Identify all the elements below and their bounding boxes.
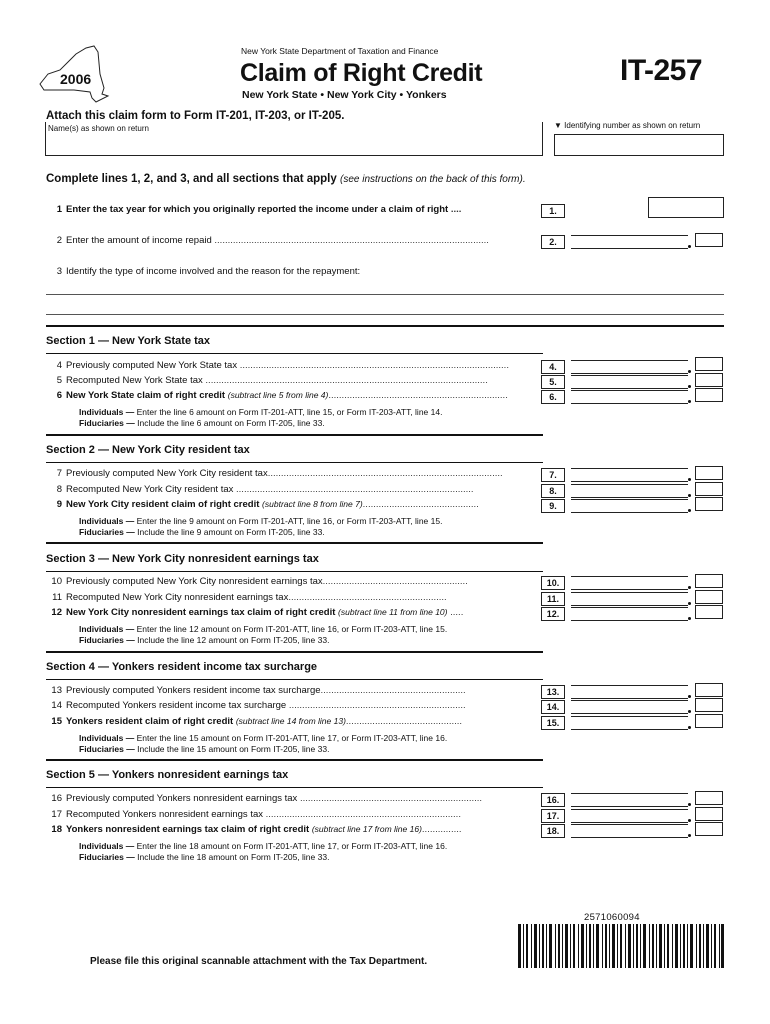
line-18-cents-input[interactable] bbox=[695, 822, 723, 836]
decimal-point bbox=[688, 617, 691, 620]
line-9-number-box: 9. bbox=[541, 499, 565, 513]
line-18-amount-input[interactable] bbox=[571, 824, 688, 838]
id-number-label: ▼ Identifying number as shown on return bbox=[554, 121, 701, 130]
decimal-point bbox=[688, 478, 691, 481]
line-14-cents-input[interactable] bbox=[695, 698, 723, 712]
line-6-cents-input[interactable] bbox=[695, 388, 723, 402]
tax-year: 2006 bbox=[60, 71, 92, 87]
name-label: Name(s) as shown on return bbox=[48, 124, 149, 133]
line-7-cents-input[interactable] bbox=[695, 466, 723, 480]
form-number: IT-257 bbox=[620, 54, 703, 87]
decimal-point bbox=[688, 834, 691, 837]
footer-note: Please file this original scannable attachment with the Tax Department. bbox=[90, 956, 428, 967]
line-11-amount-input[interactable] bbox=[571, 592, 688, 606]
line-4-cents-input[interactable] bbox=[695, 357, 723, 371]
divider bbox=[46, 787, 543, 788]
instructions-main: Complete lines 1, 2, and 3, and all sections that apply bbox=[46, 173, 337, 185]
divider bbox=[46, 434, 543, 436]
section-1-note: Individuals — Enter the line 6 amount on Form IT-201-ATT, line 15, or Form IT-203-ATT, line 14. Fiduciaries — Include the line 6 amount on Form IT-205, line 33. bbox=[79, 407, 443, 428]
form-title: Claim of Right Credit bbox=[240, 59, 483, 87]
section-2-note: Individuals — Enter the line 9 amount on Form IT-201-ATT, line 16, or Form IT-203-ATT, line 15. Fiduciaries — Include the line 9 amount on Form IT-205, line 33. bbox=[79, 516, 443, 537]
line-18: 18 Yonkers nonresident earnings tax claim of right credit (subtract line 17 from line 16)............... bbox=[51, 824, 462, 835]
decimal-point bbox=[688, 370, 691, 373]
line-14: 14 Recomputed Yonkers resident income tax surcharge ................................................................... bbox=[51, 700, 466, 711]
line-15-number-box: 15. bbox=[541, 716, 565, 730]
decimal-point bbox=[688, 509, 691, 512]
line-3-answer-line-2[interactable] bbox=[46, 314, 724, 315]
department-name: New York State Department of Taxation and Finance bbox=[241, 46, 439, 56]
line-18-number-box: 18. bbox=[541, 824, 565, 838]
line-2-number-box: 2. bbox=[541, 235, 565, 249]
line-3: 3 Identify the type of income involved and the reason for the repayment: bbox=[56, 266, 361, 277]
barcode-number: 2571060094 bbox=[584, 912, 640, 923]
line-4: 4 Previously computed New York State tax ...................................................................................................... bbox=[56, 360, 509, 371]
divider bbox=[46, 462, 543, 463]
line-9-amount-input[interactable] bbox=[571, 499, 688, 513]
line-1: 1 Enter the tax year for which you originally reported the income under a claim of right .... bbox=[56, 204, 462, 215]
line-5: 5 Recomputed New York State tax ........................................................................................................... bbox=[56, 375, 488, 386]
line-17-number-box: 17. bbox=[541, 809, 565, 823]
divider bbox=[46, 651, 543, 653]
section-2-title: Section 2 — New York City resident tax bbox=[46, 444, 250, 456]
line-8-cents-input[interactable] bbox=[695, 482, 723, 496]
line-8: 8 Recomputed New York City resident tax .......................................................................................... bbox=[56, 484, 474, 495]
line-5-cents-input[interactable] bbox=[695, 373, 723, 387]
line-2-cents-input[interactable] bbox=[695, 233, 723, 247]
line-11-cents-input[interactable] bbox=[695, 590, 723, 604]
line-5-number-box: 5. bbox=[541, 375, 565, 389]
instructions-heading bbox=[46, 173, 526, 185]
line-16-number-box: 16. bbox=[541, 793, 565, 807]
line-13-amount-input[interactable] bbox=[571, 685, 688, 699]
section-4-title: Section 4 — Yonkers resident income tax surcharge bbox=[46, 661, 318, 673]
line-5-amount-input[interactable] bbox=[571, 375, 688, 389]
section-4-note: Individuals — Enter the line 15 amount on Form IT-201-ATT, line 17, or Form IT-203-ATT, line 16. Fiduciaries — Include the line 15 amount on Form IT-205, line 33. bbox=[79, 733, 448, 754]
line-11-number-box: 11. bbox=[541, 592, 565, 606]
line-17-amount-input[interactable] bbox=[571, 809, 688, 823]
barcode-icon bbox=[518, 924, 724, 968]
decimal-point bbox=[688, 245, 691, 248]
line-6: 6 New York State claim of right credit (subtract line 5 from line 4).................................................................... bbox=[56, 390, 508, 401]
section-3-note: Individuals — Enter the line 12 amount on Form IT-201-ATT, line 16, or Form IT-203-ATT, line 15. Fiduciaries — Include the line 12 amount on Form IT-205, line 33. bbox=[79, 624, 448, 645]
line-1-number-box: 1. bbox=[541, 204, 565, 218]
decimal-point bbox=[688, 602, 691, 605]
section-1-title: Section 1 — New York State tax bbox=[46, 335, 211, 347]
decimal-point bbox=[688, 385, 691, 388]
line-12-cents-input[interactable] bbox=[695, 605, 723, 619]
line-17-cents-input[interactable] bbox=[695, 807, 723, 821]
decimal-point bbox=[688, 695, 691, 698]
line-13-number-box: 13. bbox=[541, 685, 565, 699]
line-9-cents-input[interactable] bbox=[695, 497, 723, 511]
tax-year-input[interactable] bbox=[648, 197, 724, 218]
line-10-cents-input[interactable] bbox=[695, 574, 723, 588]
instructions-hint: (see instructions on the back of this form). bbox=[339, 174, 526, 185]
line-11: 11 Recomputed New York City nonresident earnings tax............................................................ bbox=[52, 592, 447, 603]
line-13: 13 Previously computed Yonkers resident income tax surcharge....................................................... bbox=[51, 685, 466, 696]
line-15-cents-input[interactable] bbox=[695, 714, 723, 728]
line-17: 17 Recomputed Yonkers nonresident earnings tax .......................................................................... bbox=[51, 809, 461, 820]
line-15: 15 Yonkers resident claim of right credit (subtract line 14 from line 13)............................................ bbox=[51, 716, 463, 727]
divider bbox=[46, 759, 543, 761]
line-12-amount-input[interactable] bbox=[571, 607, 688, 621]
divider bbox=[46, 542, 543, 544]
line-14-amount-input[interactable] bbox=[571, 700, 688, 714]
line-16-amount-input[interactable] bbox=[571, 793, 688, 807]
line-4-number-box: 4. bbox=[541, 360, 565, 374]
line-8-amount-input[interactable] bbox=[571, 484, 688, 498]
decimal-point bbox=[688, 400, 691, 403]
line-2-text: Enter the amount of income repaid bbox=[66, 235, 212, 246]
divider bbox=[46, 353, 543, 354]
line-8-number-box: 8. bbox=[541, 484, 565, 498]
line-10-amount-input[interactable] bbox=[571, 576, 688, 590]
line-3-answer-line-1[interactable] bbox=[46, 294, 724, 295]
line-12: 12 New York City nonresident earnings tax claim of right credit (subtract line 11 from line 10) ..... bbox=[51, 607, 464, 618]
id-number-field[interactable] bbox=[554, 134, 724, 156]
divider bbox=[46, 679, 543, 680]
divider bbox=[46, 325, 724, 327]
line-16: 16 Previously computed Yonkers nonresident earnings tax ..................................................................... bbox=[51, 793, 483, 804]
line-7-amount-input[interactable] bbox=[571, 468, 688, 482]
line-2-amount-input[interactable] bbox=[571, 235, 688, 249]
attach-instruction: Attach this claim form to Form IT-201, IT-203, or IT-205. bbox=[46, 110, 345, 122]
section-3-title: Section 3 — New York City nonresident earnings tax bbox=[46, 553, 319, 565]
line-6-amount-input[interactable] bbox=[571, 390, 688, 404]
line-7: 7 Previously computed New York City resident tax......................................................................................... bbox=[56, 468, 503, 479]
decimal-point bbox=[688, 494, 691, 497]
decimal-point bbox=[688, 819, 691, 822]
line-1-text: Enter the tax year for which you originally reported the income under a claim of right bbox=[66, 204, 449, 215]
section-5-title: Section 5 — Yonkers nonresident earnings tax bbox=[46, 769, 289, 781]
decimal-point bbox=[688, 726, 691, 729]
section-5-note: Individuals — Enter the line 18 amount on Form IT-201-ATT, line 17, or Form IT-203-ATT, line 16. Fiduciaries — Include the line 18 amount on Form IT-205, line 33. bbox=[79, 841, 448, 862]
line-13-cents-input[interactable] bbox=[695, 683, 723, 697]
line-15-amount-input[interactable] bbox=[571, 716, 688, 730]
line-10: 10 Previously computed New York City nonresident earnings tax....................................................... bbox=[51, 576, 468, 587]
decimal-point bbox=[688, 803, 691, 806]
line-16-cents-input[interactable] bbox=[695, 791, 723, 805]
line-9: 9 New York City resident claim of right credit (subtract line 8 from line 7)............................................ bbox=[56, 499, 479, 510]
line-2: 2 Enter the amount of income repaid ........................................................................................................ bbox=[56, 235, 489, 246]
line-6-number-box: 6. bbox=[541, 390, 565, 404]
decimal-point bbox=[688, 710, 691, 713]
line-7-number-box: 7. bbox=[541, 468, 565, 482]
line-14-number-box: 14. bbox=[541, 700, 565, 714]
divider bbox=[46, 571, 543, 572]
line-10-number-box: 10. bbox=[541, 576, 565, 590]
line-4-amount-input[interactable] bbox=[571, 360, 688, 374]
decimal-point bbox=[688, 586, 691, 589]
form-subtitle: New York State • New York City • Yonkers bbox=[242, 89, 447, 101]
line-12-number-box: 12. bbox=[541, 607, 565, 621]
line-3-text: Identify the type of income involved and the reason for the repayment: bbox=[66, 266, 361, 277]
